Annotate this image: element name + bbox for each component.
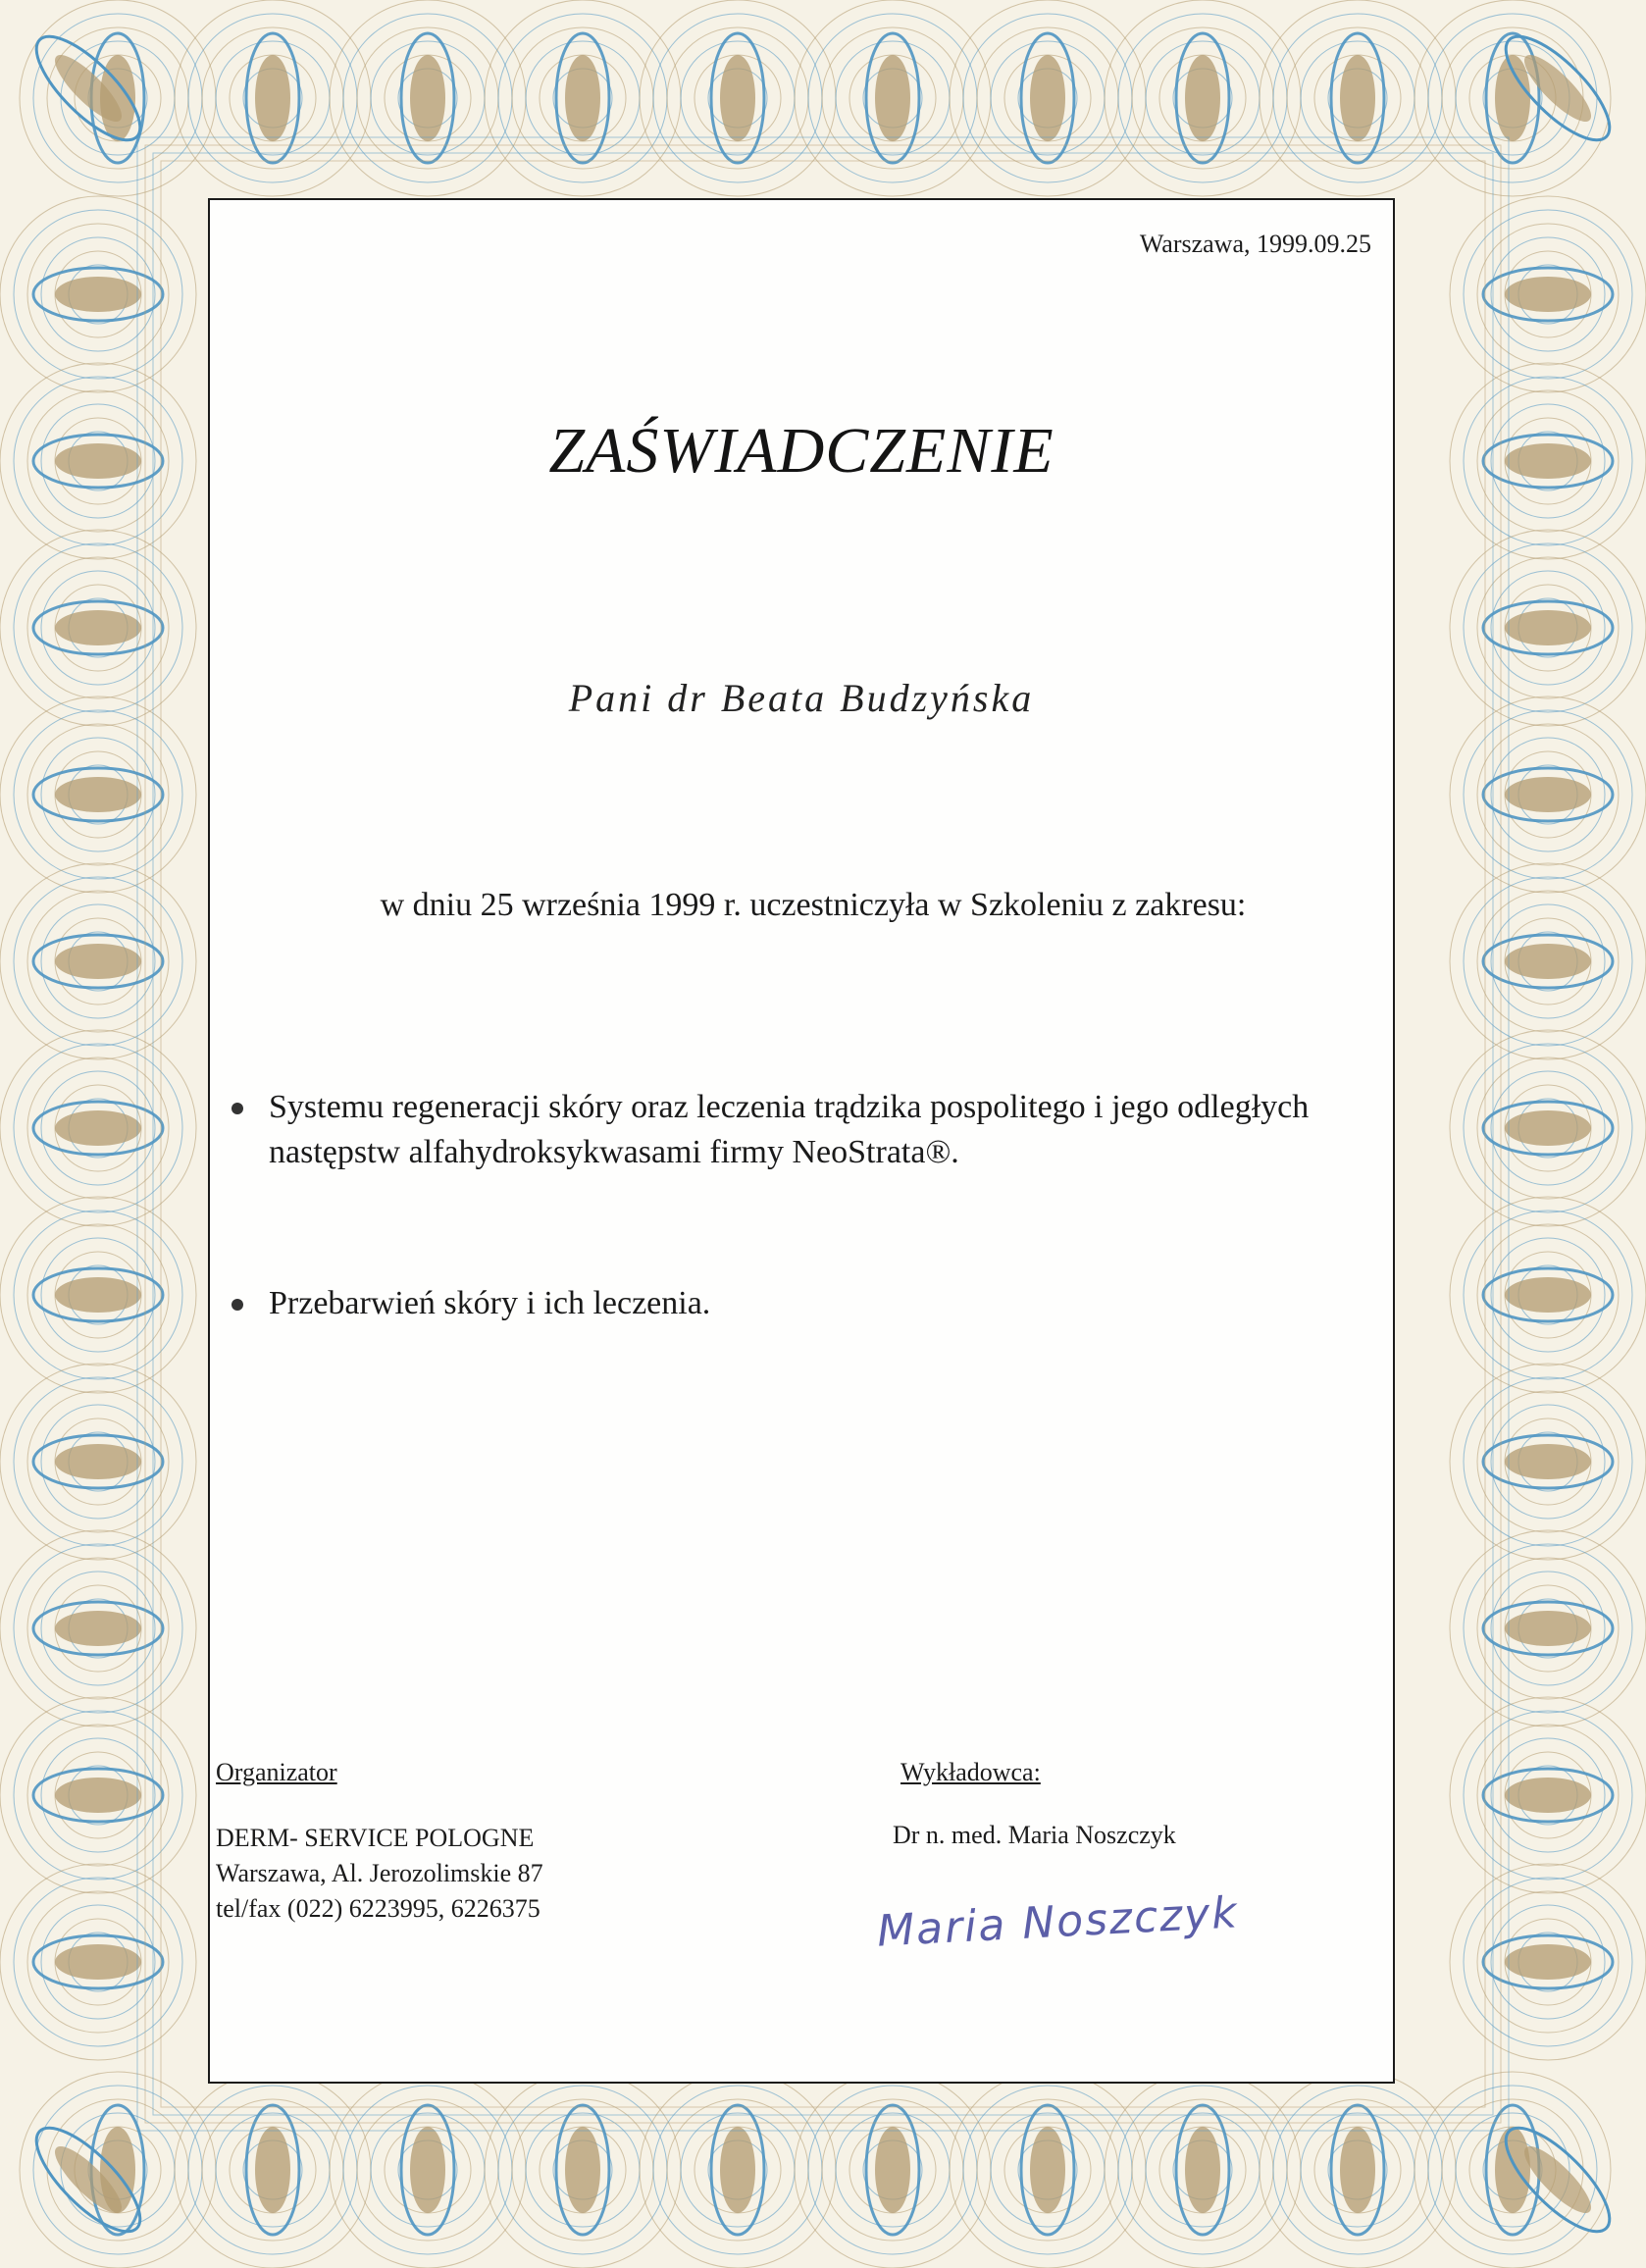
issue-date: Warszawa, 1999.09.25 xyxy=(1139,230,1371,258)
organizer-label: Organizator xyxy=(216,1758,337,1786)
organizer-details xyxy=(216,1821,543,1927)
topic-text: Systemu regeneracji skóry oraz leczenia trądzika pospolitego i jego odległych następstw alfahydroksykwasami firmy NeoStrata®. xyxy=(269,1089,1310,1170)
intro-text: w dniu 25 września 1999 r. uczestniczyła w Szkoleniu z zakresu: xyxy=(380,887,1247,923)
list-item xyxy=(222,1281,1379,1326)
bullet-icon xyxy=(231,1103,243,1114)
list-item xyxy=(222,1085,1379,1175)
bullet-icon xyxy=(231,1299,243,1311)
lecturer-label: Wykładowca: xyxy=(900,1758,1041,1786)
organizer-contact: tel/fax (022) 6223995, 6226375 xyxy=(216,1894,540,1923)
organizer-name: DERM- SERVICE POLOGNE xyxy=(216,1824,535,1852)
certificate-panel xyxy=(208,198,1395,2084)
recipient-name: Pani dr Beata Budzyńska xyxy=(568,676,1035,720)
lecturer-name: Dr n. med. Maria Noszczyk xyxy=(893,1821,1176,1849)
topic-text: Przebarwień skóry i ich leczenia. xyxy=(269,1285,711,1321)
certificate-title: ZAŚWIADCZENIE xyxy=(548,415,1054,487)
signature: Maria Noszczyk xyxy=(875,1887,1240,1957)
organizer-address: Warszawa, Al. Jerozolimskie 87 xyxy=(216,1859,543,1887)
topic-list xyxy=(222,1085,1379,1326)
